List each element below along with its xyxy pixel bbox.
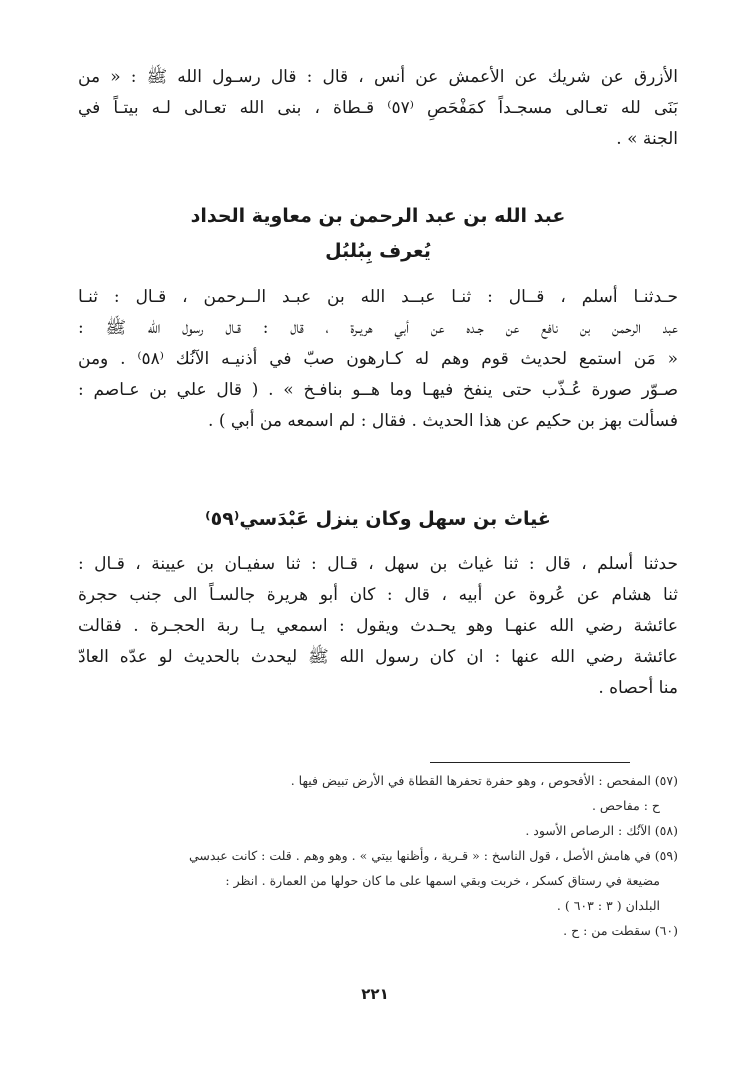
section2-body xyxy=(78,549,678,704)
footnote-line: (٥٩) في هامش الأصل ، قول الناسخ : « قـرية ، وأظنها بيتي » . وهو وهم . قلت : كانت عبدسي xyxy=(189,848,678,863)
paragraph-line: حـدثنـا أسلم ، قــال : ثنـا عبــد الله بن عبـد الــرحمن ، قـال : ثنـا xyxy=(78,287,678,307)
footnotes xyxy=(78,768,678,943)
footnote-line: البلدان ( ٣ : ٦٠٣ ) . xyxy=(556,898,660,913)
paragraph-line: عبد الرحمن بن نافع عن جـده عن أبي هريـرة ، قال : قـال رسول الله ﷺ : xyxy=(78,318,678,338)
section2-title: غياث بن سهل وكان ينزل عَبْدَسي⁽٥٩⁾ xyxy=(205,508,551,530)
paragraph-line: منا أحصاه . xyxy=(598,678,678,698)
section1-subtitle: يُعرف بِبُلبُل xyxy=(325,240,431,262)
footnote-separator xyxy=(430,762,630,763)
section1-title: عبد الله بن عبد الرحمن بن معاوية الحداد xyxy=(190,205,566,227)
section1-body xyxy=(78,282,678,437)
footnote-line: (٥٨) الآنُك : الرصاص الأسود . xyxy=(525,823,678,838)
paragraph-line: الجنة » . xyxy=(616,129,678,149)
footnote-line: (٦٠) سقطت من : ح . xyxy=(563,923,678,938)
page-number: ٢٢١ xyxy=(361,985,389,1003)
paragraph-line: بَنَى لله تعـالى مسجـداً كمَفْحَصِ ⁽٥٧⁾ قـطاة ، بنى الله تعـالى لـه بيتـاً في xyxy=(78,98,678,118)
top-paragraph xyxy=(78,62,678,155)
footnote-line: ح : مفاحص . xyxy=(591,798,660,813)
paragraph-line: فسألت بهز بن حكيم عن هذا الحديث . فقال : لم اسمعه من أبي ) . xyxy=(208,411,678,431)
paragraph-line: « مَن استمع لحديث قوم وهم له كـارهون صبّ في أذنيـه الآنُك ⁽٥٨⁾ . ومن xyxy=(78,349,678,369)
paragraph-line: حدثنا أسلم ، قال : ثنا غياث بن سهل ، قـال : ثنا سفيـان بن عيينة ، قـال : xyxy=(78,554,678,574)
footnote-line: (٥٧) المفحص : الأفحوص ، وهو حفرة تحفرها القطاة في الأرض تبيض فيها . xyxy=(290,773,678,788)
paragraph-line: عائشة رضي الله عنهـا وهو يحـدث ويقول : اسمعي يـا ربة الحجـرة . فقالت xyxy=(78,616,678,636)
paragraph-line: الأزرق عن شريك عن الأعمش عن أنس ، قال : قال رسـول الله ﷺ : « من xyxy=(78,67,678,87)
paragraph-line: عائشة رضي الله عنها : ان كان رسول الله ﷺ ليحدث بالحديث لو عدّه العادّ xyxy=(78,647,678,667)
paragraph-line: ثنا هشام عن عُروة عن أبيه ، قال : كان أبو هريرة جالسـاً الى جنب حجرة xyxy=(78,585,678,605)
footnote-line: مضيعة في رستاق كسكر ، خربت وبقي اسمها على ما كان حولها من العمارة . انظر : xyxy=(225,873,660,888)
paragraph-line: صـوّر صورة عُـذّب حتى ينفخ فيهـا وما هــو بنافـخ » . ( قال علي بن عـاصم : xyxy=(78,380,678,400)
